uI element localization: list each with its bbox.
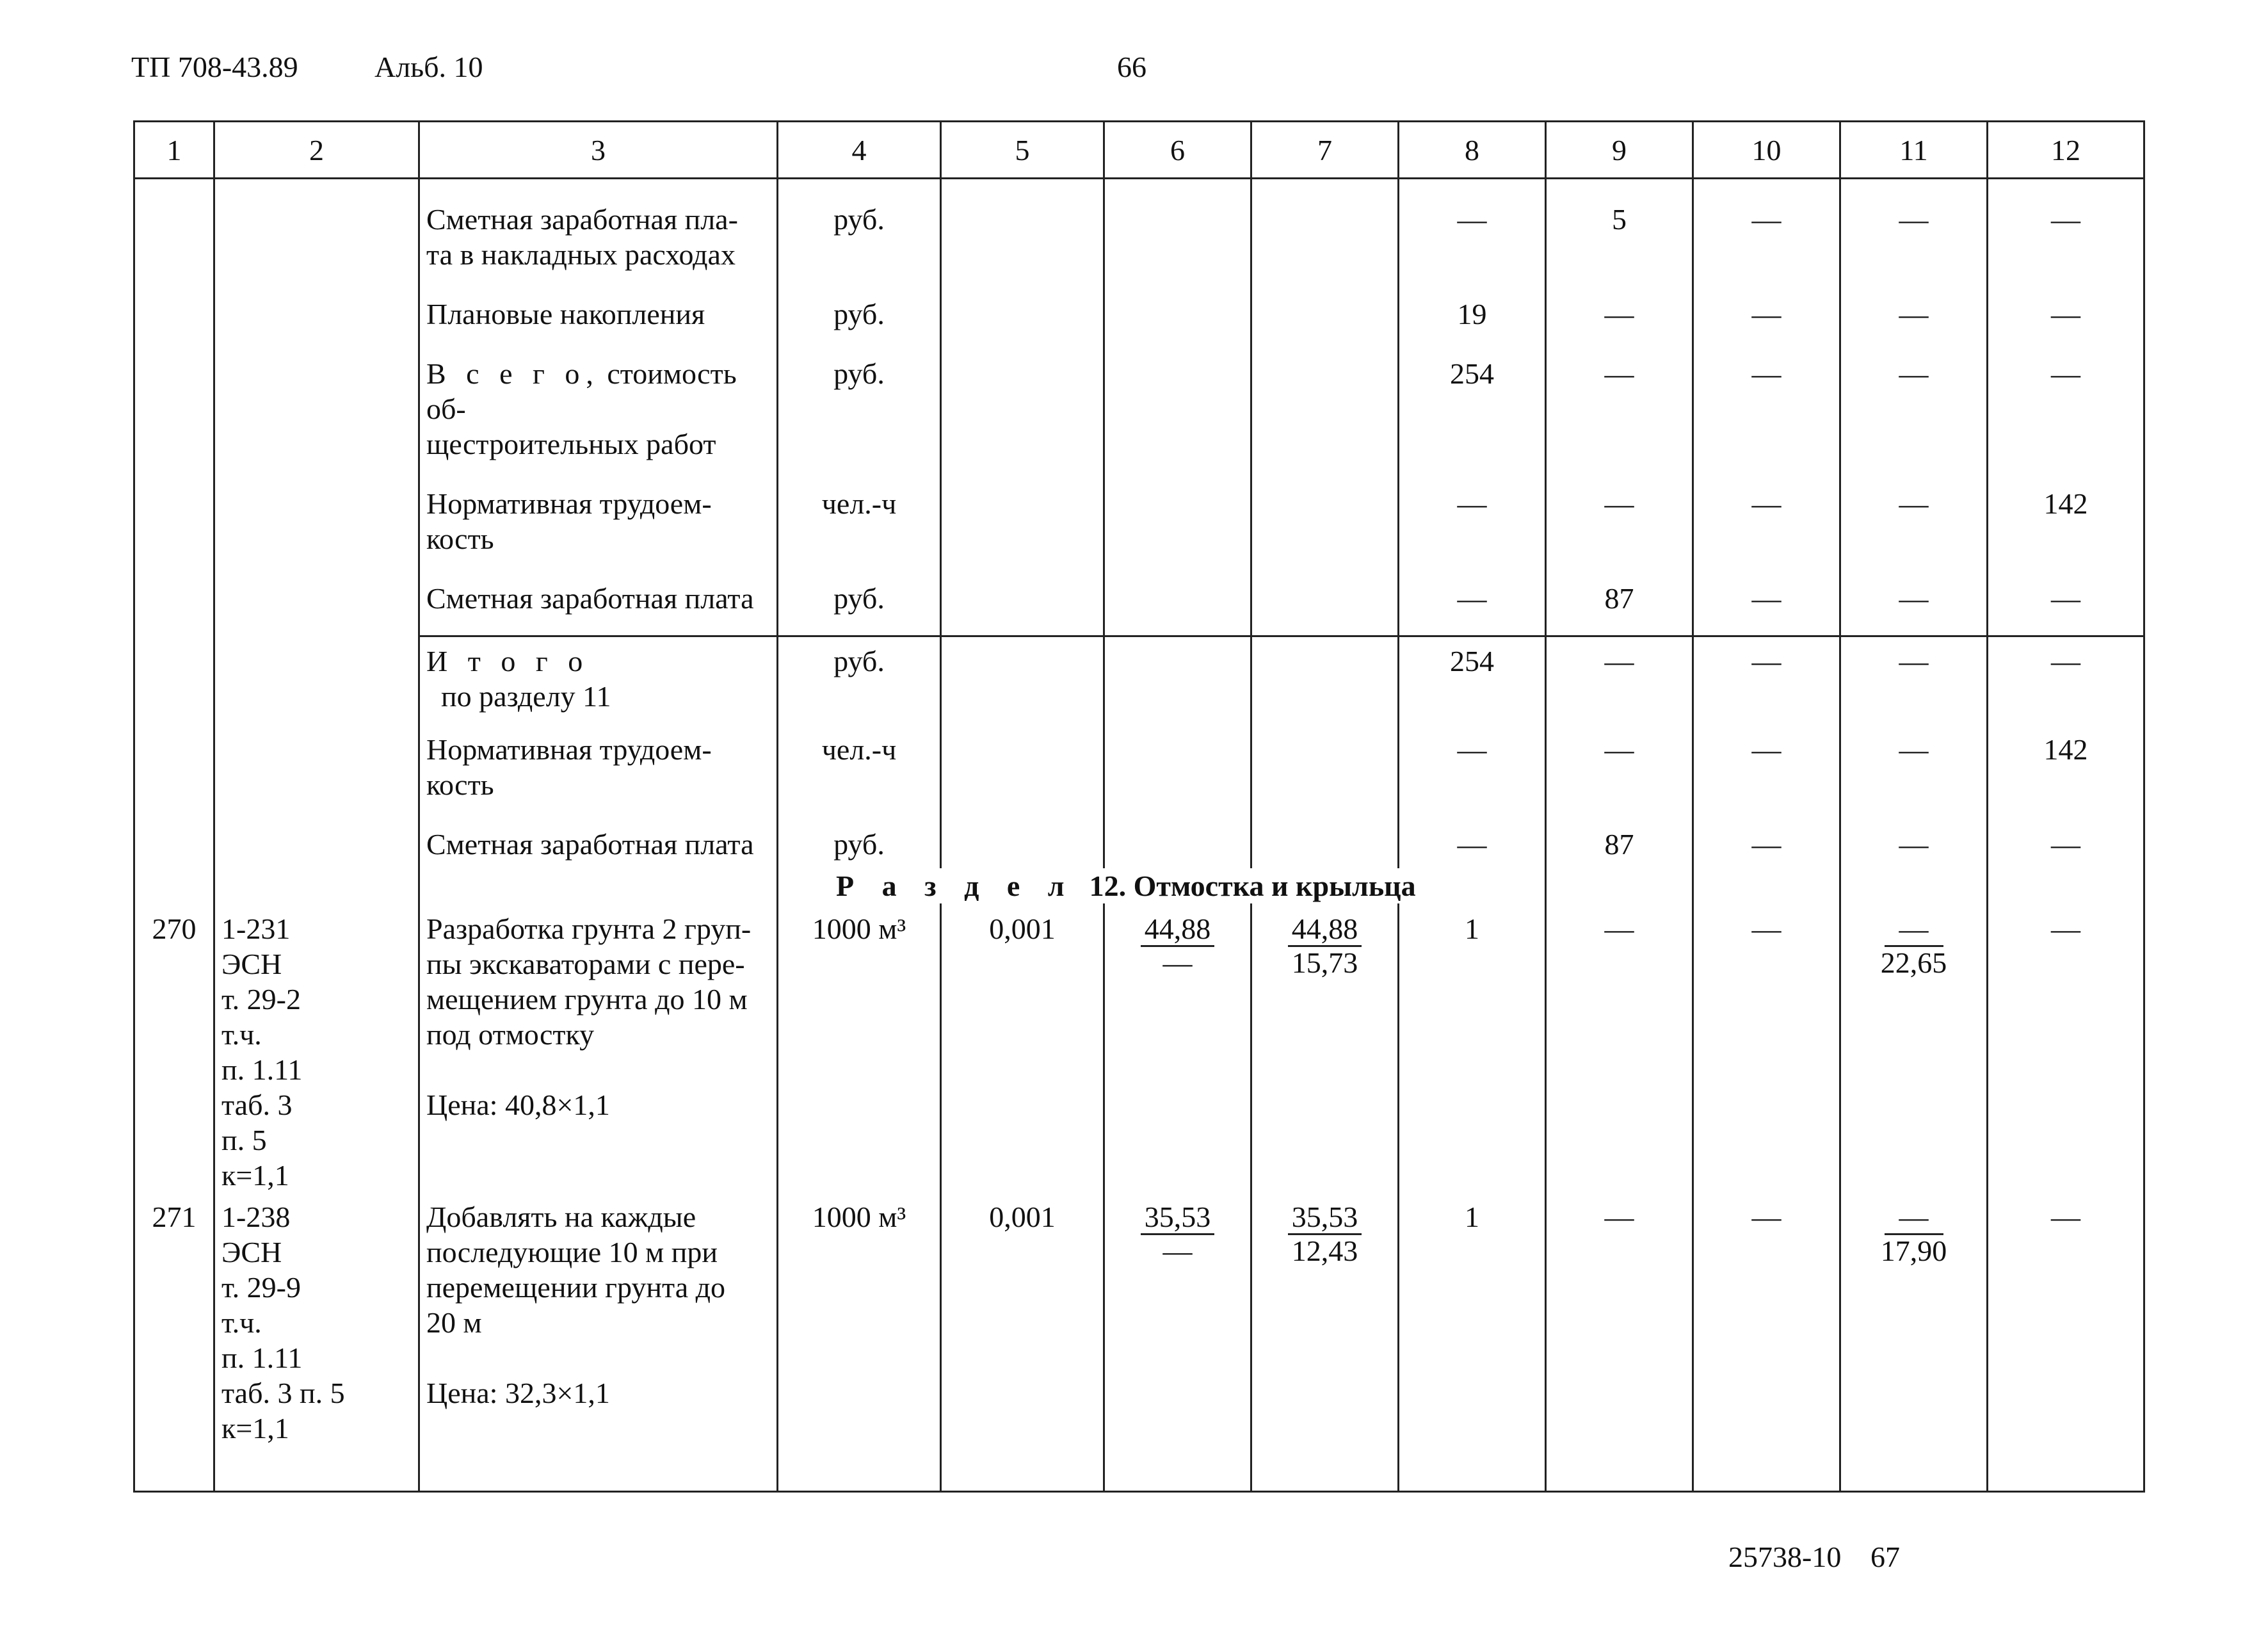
table-cell: — [1693,1193,1840,1492]
column-header: 6 [1104,122,1251,179]
table-row [134,202,2144,296]
item-description: Плановые накопления [419,296,778,356]
table-cell: — [1840,202,1988,296]
fraction-cell: $\frac{35,53}{—}$ [1104,1193,1251,1492]
norm-code: 1-231 ЭСН т. 29-2 т.ч. п. 1.11 таб. 3 п. 5 к=1,1 [214,903,419,1193]
price-note: Цена: 32,3×1,1 [426,1377,610,1409]
table-cell: 254 [1399,636,1546,733]
table-cell: — [1840,356,1988,486]
section-row [134,868,2144,903]
table-cell: 142 [1988,732,2144,827]
table-cell: 19 [1399,296,1546,356]
fraction-cell: $\frac{35,53}{12,43}$ [1251,1193,1399,1492]
column-header: 12 [1988,122,2144,179]
column-header: 9 [1546,122,1693,179]
table-row [134,356,2144,486]
table-cell: 87 [1546,581,1693,636]
table-cell: — [1546,356,1693,486]
table-cell: — [1399,202,1546,296]
fraction-cell: $\frac{—}{22,65}$ [1840,903,1988,1193]
fraction-cell: $\frac{44,88}{—}$ [1104,903,1251,1193]
table-cell: 1 [1399,1193,1546,1492]
table-cell: 87 [1546,827,1693,868]
table-cell: — [1693,486,1840,581]
item-description: Нормативная трудоем- кость [419,486,778,581]
table-cell: — [1988,827,2144,868]
item-description: Сметная заработная плата [419,581,778,636]
table-cell: — [1546,903,1693,1193]
table-cell: — [1399,581,1546,636]
item-description: Добавлять на каждые последующие 10 м при перемещении грунта до 20 м Цена: 32,3×1,1 [419,1193,778,1492]
table-cell: — [1840,296,1988,356]
unit-cell: руб. [778,581,941,636]
item-number: 271 [134,1193,214,1492]
column-header: 7 [1251,122,1399,179]
table-cell: — [1840,636,1988,733]
table-cell: — [1988,636,2144,733]
item-description: В с е г о, стоимость об- щестроительных работ [419,356,778,486]
column-header: 3 [419,122,778,179]
item-description: Нормативная трудоем- кость [419,732,778,827]
table-row [134,581,2144,636]
column-header: 2 [214,122,419,179]
table-cell: — [1399,486,1546,581]
table-cell: — [1693,202,1840,296]
table-cell: — [1988,296,2144,356]
table-cell: — [1988,356,2144,486]
unit-cell: 1000 м³ [778,1193,941,1492]
page-number: 66 [1117,51,1146,83]
table-cell: — [1840,581,1988,636]
table-row [134,486,2144,581]
table-row [134,636,2144,733]
table-cell: — [1399,827,1546,868]
estimate-table [133,120,2145,1493]
table-cell: 254 [1399,356,1546,486]
unit-cell: руб. [778,202,941,296]
item-description: Разработка грунта 2 груп- пы экскаваторами с пере- мещением грунта до 10 м под отмостку Цена: 40,8×1,1 [419,903,778,1193]
column-header: 10 [1693,122,1840,179]
unit-cell: 1000 м³ [778,903,941,1193]
table-cell: — [1546,486,1693,581]
table-cell: — [1840,732,1988,827]
fraction-cell: $\frac{—}{17,90}$ [1840,1193,1988,1492]
table-cell: — [1546,732,1693,827]
table-cell: — [1546,1193,1693,1492]
item-description: Сметная заработная плата [419,827,778,868]
table-cell: — [1988,202,2144,296]
table-cell: — [1546,636,1693,733]
quantity-cell: 0,001 [941,903,1104,1193]
norm-code: 1-238 ЭСН т. 29-9 т.ч. п. 1.11 таб. 3 п. 5 к=1,1 [214,1193,419,1492]
section-heading: Р а з д е л 12. Отмостка и крыльца [836,870,1416,902]
album-number: Альб. 10 [374,51,483,83]
table-cell: — [1988,581,2144,636]
table-cell: — [1693,296,1840,356]
table-row [134,903,2144,1193]
table-cell: — [1693,903,1840,1193]
column-header: 4 [778,122,941,179]
table-cell: — [1399,732,1546,827]
document-code: ТП 708-43.89 [131,51,298,83]
column-header: 8 [1399,122,1546,179]
unit-cell: руб. [778,827,941,868]
table-cell: — [1988,903,2144,1193]
column-header: 5 [941,122,1104,179]
table-cell: — [1840,486,1988,581]
unit-cell: руб. [778,356,941,486]
fraction-cell: $\frac{44,88}{15,73}$ [1251,903,1399,1193]
table-cell: — [1693,732,1840,827]
table-row [134,296,2144,356]
unit-cell: руб. [778,296,941,356]
item-number: 270 [134,903,214,1193]
table-cell: 1 [1399,903,1546,1193]
document-number: 25738-10 [1728,1541,1842,1573]
table-cell: — [1988,1193,2144,1492]
table-row [134,827,2144,868]
table-cell: — [1840,827,1988,868]
table-cell: — [1693,636,1840,733]
item-description: И т о г о по разделу 11 [419,636,778,733]
table-cell: 142 [1988,486,2144,581]
unit-cell: руб. [778,636,941,733]
table-cell: 5 [1546,202,1693,296]
column-header: 11 [1840,122,1988,179]
table-row [134,1193,2144,1492]
table-row [134,732,2144,827]
column-header-row [134,122,2144,179]
table-cell: — [1693,581,1840,636]
sheet-number: 67 [1870,1541,1900,1573]
table-cell: — [1693,356,1840,486]
table-cell: — [1546,296,1693,356]
unit-cell: чел.-ч [778,732,941,827]
price-note: Цена: 40,8×1,1 [426,1089,610,1121]
quantity-cell: 0,001 [941,1193,1104,1492]
item-description: Сметная заработная пла- та в накладных расходах [419,202,778,296]
unit-cell: чел.-ч [778,486,941,581]
table-cell: — [1693,827,1840,868]
column-header: 1 [134,122,214,179]
